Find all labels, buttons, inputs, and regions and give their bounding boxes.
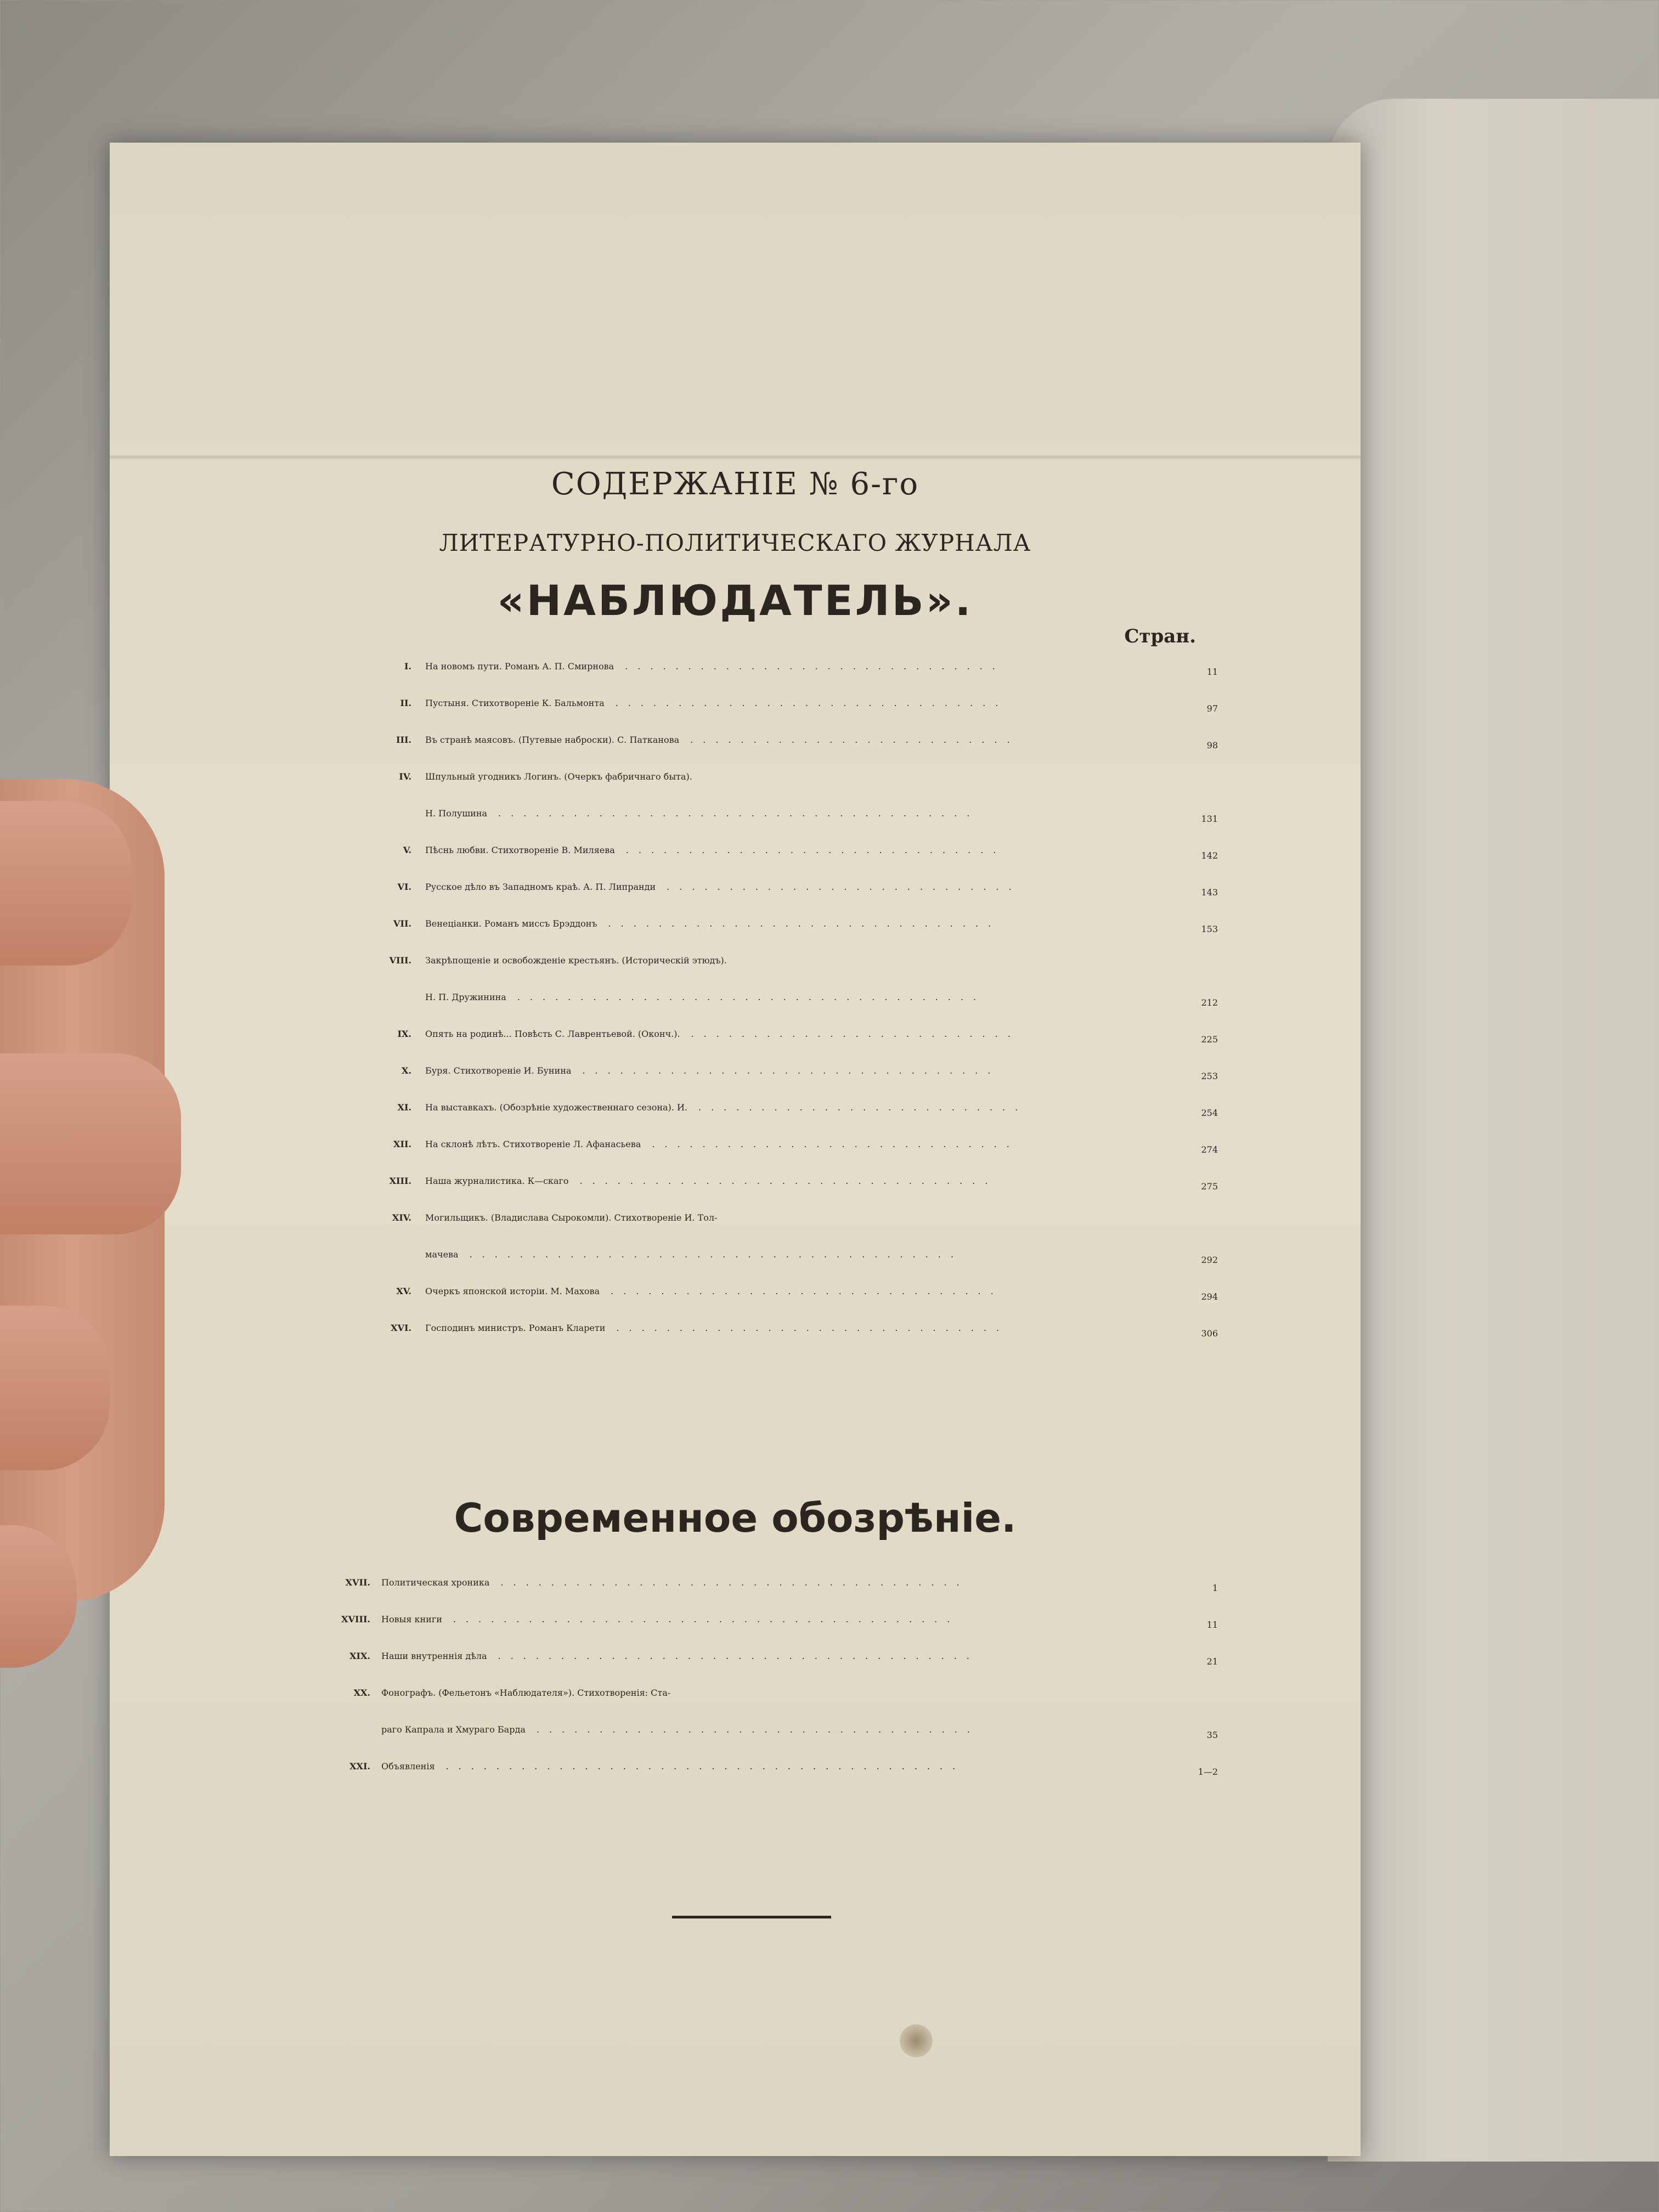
entry-number: XV.	[396, 1286, 411, 1296]
page-number: 143	[1201, 887, 1218, 898]
entry-title: Фонографъ. (Фельетонъ «Наблюдателя»). Стихотворенія: Ста-	[381, 1688, 671, 1698]
entry-number: XVII.	[345, 1577, 370, 1588]
entry-title: На новомъ пути. Романъ А. П. Смирнова	[425, 661, 614, 672]
entry-number: III.	[396, 735, 411, 745]
entry-title: Русское дѣло въ Западномъ краѣ. А. П. Липранди	[425, 882, 656, 892]
journal-subtitle: ЛИТЕРАТУРНО-ПОЛИТИЧЕСКАГО ЖУРНАЛА	[439, 529, 1031, 556]
entry-title: Шпульный угодникъ Логинъ. (Очеркъ фабричнаго быта).	[425, 771, 692, 782]
leader-dots: ...............................	[616, 1323, 1009, 1333]
closing-rule	[672, 1916, 831, 1918]
entry-title: мачева	[425, 1249, 459, 1260]
finger	[0, 1053, 181, 1234]
page-number: 1	[1212, 1583, 1218, 1593]
entry-number: XVI.	[391, 1323, 411, 1333]
page-number: 254	[1201, 1108, 1218, 1118]
entry-number: XIII.	[389, 1176, 411, 1186]
entry-number: XIX.	[349, 1651, 370, 1661]
leader-dots: ..........................	[690, 735, 1020, 745]
page-number: 142	[1201, 850, 1218, 861]
entry-title: Н. П. Дружинина	[425, 992, 506, 1002]
section-title: Современное обозрѣніе.	[454, 1495, 1017, 1541]
page-number: 11	[1206, 667, 1218, 677]
page-number: 97	[1206, 703, 1218, 714]
entry-number: XVIII.	[341, 1614, 370, 1624]
leader-dots: .............................	[652, 1139, 1019, 1149]
review-contents	[110, 143, 1361, 2156]
leader-dots: ...............................	[608, 918, 1001, 929]
next-page-edge	[1328, 99, 1659, 2162]
entry-title: Господинъ министръ. Романъ Кларети	[425, 1323, 606, 1333]
page-number: 21	[1206, 1656, 1218, 1667]
leader-dots: ..........................	[698, 1102, 1028, 1113]
finger	[0, 801, 132, 966]
page-number: 212	[1201, 997, 1218, 1008]
leader-dots: ..............................	[625, 845, 1006, 855]
entry-title: Опять на родинѣ... Повѣсть С. Лаврентьевой. (Оконч.).	[425, 1029, 680, 1039]
entry-title: Н. Полушина	[425, 808, 488, 819]
page-number: 11	[1206, 1620, 1218, 1630]
page-number: 275	[1201, 1181, 1218, 1192]
page-number: 306	[1201, 1328, 1218, 1339]
leader-dots: .................................	[579, 1176, 998, 1186]
entry-title: раго Капрала и Хмураго Барда	[381, 1724, 526, 1735]
entry-title: Политическая хроника	[381, 1577, 490, 1588]
entry-number: IX.	[397, 1029, 411, 1039]
contents-heading: СОДЕРЖАНІЕ № 6-го	[551, 466, 919, 502]
entry-title: Объявленія	[381, 1761, 435, 1771]
entry-title: Наши внутреннія дѣла	[381, 1651, 487, 1661]
page-number: 225	[1201, 1034, 1218, 1045]
entry-number: XX.	[353, 1688, 370, 1698]
leader-dots: .................................	[582, 1065, 1001, 1076]
leader-dots: ..............................	[625, 661, 1005, 672]
leader-dots: ........................................	[453, 1614, 960, 1624]
page-number: 131	[1201, 814, 1218, 824]
leader-dots: ......................................	[498, 1651, 979, 1661]
entry-title: Пустыня. Стихотвореніе К. Бальмонта	[425, 698, 605, 708]
page-column-label: Стран.	[1124, 625, 1196, 647]
entry-title: Могильщикъ. (Владислава Сырокомли). Стихотвореніе И. Тол-	[425, 1212, 718, 1223]
leader-dots: .......................................	[469, 1249, 963, 1260]
entry-number: VII.	[393, 918, 411, 929]
entry-number: XI.	[397, 1102, 411, 1113]
page-number: 253	[1201, 1071, 1218, 1081]
entry-number: IV.	[399, 771, 411, 782]
entry-number: VIII.	[389, 955, 411, 966]
page-number: 1—2	[1198, 1767, 1218, 1777]
leader-dots: ..........................	[691, 1029, 1020, 1039]
paper-stain	[900, 2024, 933, 2057]
entry-number: V.	[403, 845, 411, 855]
page-number: 98	[1206, 740, 1218, 751]
entry-number: I.	[404, 661, 411, 672]
page-number: 294	[1201, 1291, 1218, 1302]
entry-number: XII.	[393, 1139, 411, 1149]
page-number: 35	[1206, 1730, 1218, 1740]
leader-dots: ......................................	[498, 808, 980, 819]
page-number: 274	[1201, 1144, 1218, 1155]
entry-title: Закрѣпощеніе и освобожденіе крестьянъ. (Историческій этюдъ).	[425, 955, 727, 966]
finger	[0, 1306, 110, 1470]
entry-title: Новыя книги	[381, 1614, 442, 1624]
leader-dots: ...................................	[536, 1724, 980, 1735]
leader-dots: ...............................	[611, 1286, 1003, 1296]
entry-number: XIV.	[392, 1212, 411, 1223]
journal-title: «НАБЛЮДАТЕЛЬ».	[497, 576, 973, 625]
entry-number: VI.	[397, 882, 411, 892]
entry-title: Наша журналистика. К—скаго	[425, 1176, 569, 1186]
entry-title: Очеркъ японской исторіи. М. Махова	[425, 1286, 600, 1296]
leader-dots: .....................................	[500, 1577, 969, 1588]
entry-number: II.	[400, 698, 411, 708]
page-number: 292	[1201, 1255, 1218, 1265]
leader-dots: .....................................	[517, 992, 986, 1002]
entry-title: На выставкахъ. (Обозрѣніе художественнаго сезона). И.	[425, 1102, 687, 1113]
leader-dots: ...............................	[615, 698, 1008, 708]
entry-title: Въ странѣ маясовъ. (Путевые наброски). С. Патканова	[425, 735, 680, 745]
entry-title: Пѣснь любви. Стихотвореніе В. Миляева	[425, 845, 615, 855]
entry-number: XXI.	[349, 1761, 370, 1771]
entry-title: На склонѣ лѣтъ. Стихотвореніе Л. Афанасьева	[425, 1139, 641, 1149]
book-page	[110, 143, 1361, 2156]
leader-dots: .........................................	[445, 1761, 966, 1771]
leader-dots: ............................	[667, 882, 1022, 892]
entry-title: Буря. Стихотвореніе И. Бунина	[425, 1065, 572, 1076]
entry-title: Венеціанки. Романъ миссъ Брэддонъ	[425, 918, 597, 929]
entry-number: X.	[402, 1065, 411, 1076]
page-number: 153	[1201, 924, 1218, 934]
